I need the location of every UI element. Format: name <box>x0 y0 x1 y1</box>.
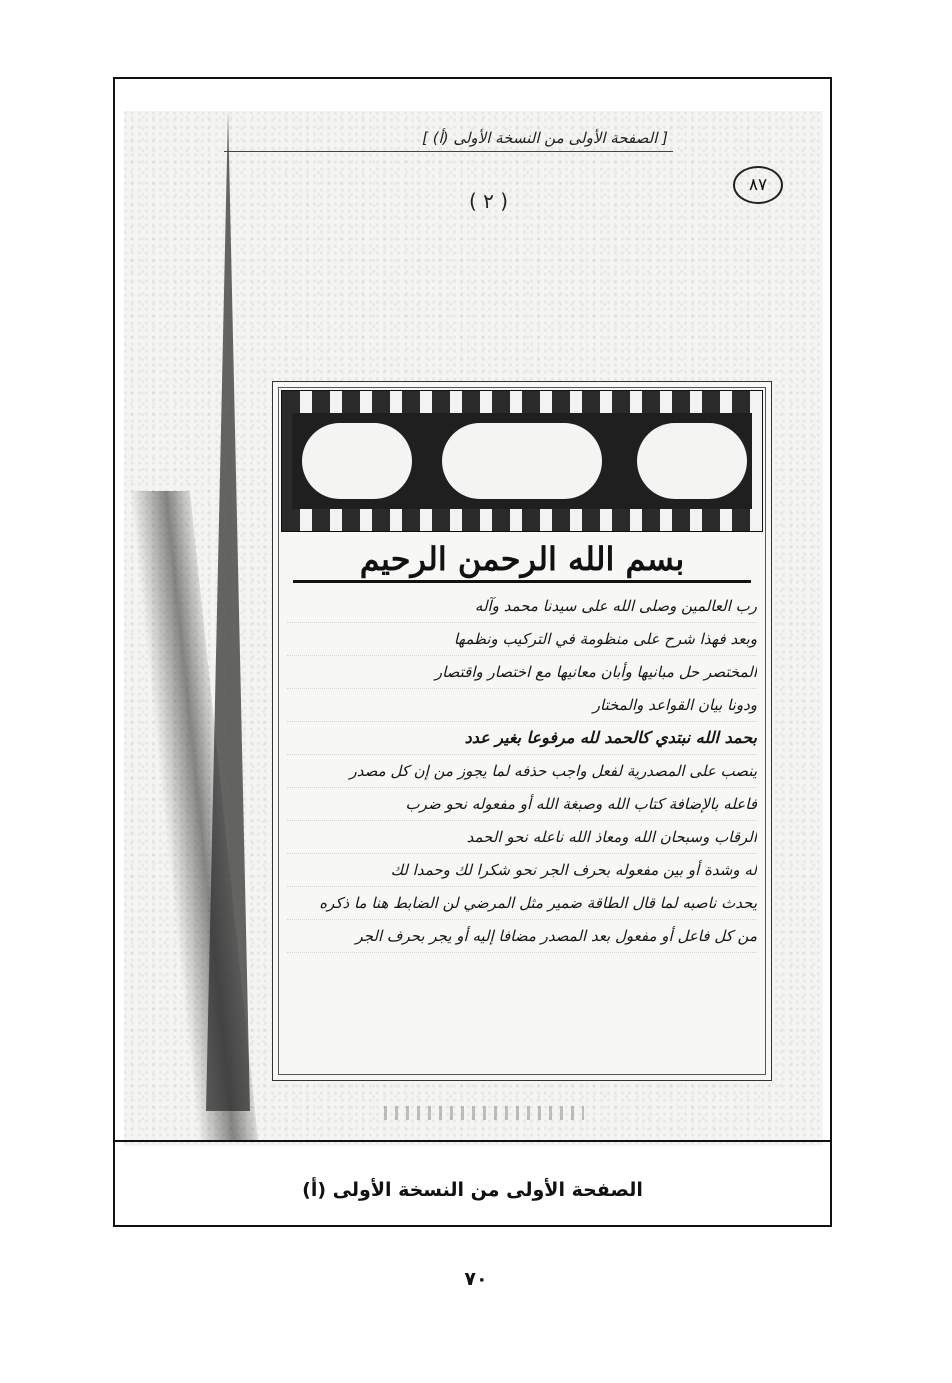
manuscript-line: يحدث ناصبه لما قال الطاقة ضمير مثل المرضي لن الضابط هنا ما ذكره <box>287 887 757 920</box>
figure-frame <box>113 77 832 1227</box>
header-ornament <box>281 390 763 532</box>
top-rule <box>224 151 673 152</box>
manuscript-line: له وشدة أو بين مفعوله بحرف الجر نحو شكرا لك وحمدا لك <box>287 854 757 887</box>
manuscript-text-block <box>272 381 772 1081</box>
figure-caption: الصفحة الأولى من النسخة الأولى (أ) <box>302 1179 643 1201</box>
handwritten-page-marker: ( ٢ ) <box>469 189 509 213</box>
manuscript-lines <box>287 590 757 953</box>
ornament-cloud <box>442 423 602 499</box>
folio-number: ٨٧ <box>733 166 783 204</box>
manuscript-verse: بحمد الله نبتدي كالحمد لله مرفوعا بغير عدد <box>287 722 757 755</box>
manuscript-line: الرقاب وسبحان الله ومعاذ الله ناعله نحو الحمد <box>287 821 757 854</box>
page-number: ٧٠ <box>464 1268 488 1290</box>
ornament-band <box>292 413 752 509</box>
manuscript-line: المختصر حل مبانيها وأبان معانيها مع اختصار واقتصار <box>287 656 757 689</box>
manuscript-line: فاعله بالإضافة كتاب الله وصبغة الله أو مفعوله نحو ضرب <box>287 788 757 821</box>
manuscript-line: رب العالمين وصلى الله على سيدنا محمد وآله <box>287 590 757 623</box>
manuscript-line: وبعد فهذا شرح على منظومة في التركيب ونظمها <box>287 623 757 656</box>
manuscript-line: من كل فاعل أو مفعول بعد المصدر مضافا إليه أو يجر بحرف الجر <box>287 920 757 953</box>
manuscript-image <box>124 111 823 1146</box>
bottom-smudges <box>384 1106 584 1120</box>
ornament-cloud <box>302 423 412 499</box>
manuscript-line: ودونا بيان القواعد والمختار <box>287 689 757 722</box>
ornament-cloud <box>637 423 747 499</box>
handwritten-top-note: [ الصفحة الأولى من النسخة الأولى (أ) ] <box>422 129 668 147</box>
basmala-heading: بسم الله الرحمن الرحيم <box>293 540 751 583</box>
manuscript-line: ينصب على المصدرية لفعل واجب حذفه لما يجوز من إن كل مصدر <box>287 755 757 788</box>
caption-divider <box>115 1140 830 1142</box>
